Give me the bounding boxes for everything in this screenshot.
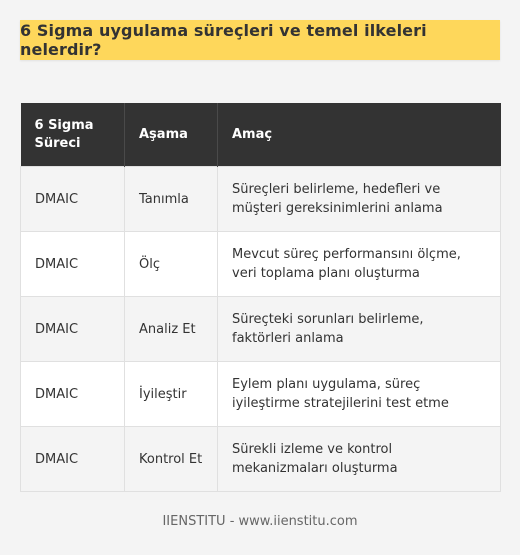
cell-stage: Tanımla	[125, 167, 218, 232]
cell-purpose: Süreçteki sorunları belirleme, faktörleri anlama	[218, 297, 501, 362]
cell-stage: Kontrol Et	[125, 427, 218, 492]
header-stage: Aşama	[125, 103, 218, 167]
cell-stage: İyileştir	[125, 362, 218, 427]
cell-process: DMAIC	[21, 297, 125, 362]
header-purpose: Amaç	[218, 103, 501, 167]
sigma-table	[20, 103, 501, 492]
cell-purpose: Mevcut süreç performansını ölçme, veri toplama planı oluşturma	[218, 232, 501, 297]
table-row	[21, 167, 501, 232]
cell-purpose: Süreçleri belirleme, hedefleri ve müşteri gereksinimlerini anlama	[218, 167, 501, 232]
cell-stage: Ölç	[125, 232, 218, 297]
table-row	[21, 297, 501, 362]
table-row	[21, 232, 501, 297]
cell-stage: Analiz Et	[125, 297, 218, 362]
header-process: 6 Sigma Süreci	[21, 103, 125, 167]
table-row	[21, 427, 501, 492]
title-banner	[20, 20, 500, 60]
table-row	[21, 362, 501, 427]
footer-credit: IIENSTITU - www.iienstitu.com	[162, 514, 358, 529]
page-title: 6 Sigma uygulama süreçleri ve temel ilkeleri nelerdir?	[20, 21, 427, 59]
cell-process: DMAIC	[21, 427, 125, 492]
cell-process: DMAIC	[21, 167, 125, 232]
cell-purpose: Sürekli izleme ve kontrol mekanizmaları oluşturma	[218, 427, 501, 492]
table-header-row	[21, 103, 501, 167]
cell-process: DMAIC	[21, 362, 125, 427]
cell-process: DMAIC	[21, 232, 125, 297]
cell-purpose: Eylem planı uygulama, süreç iyileştirme stratejilerini test etme	[218, 362, 501, 427]
